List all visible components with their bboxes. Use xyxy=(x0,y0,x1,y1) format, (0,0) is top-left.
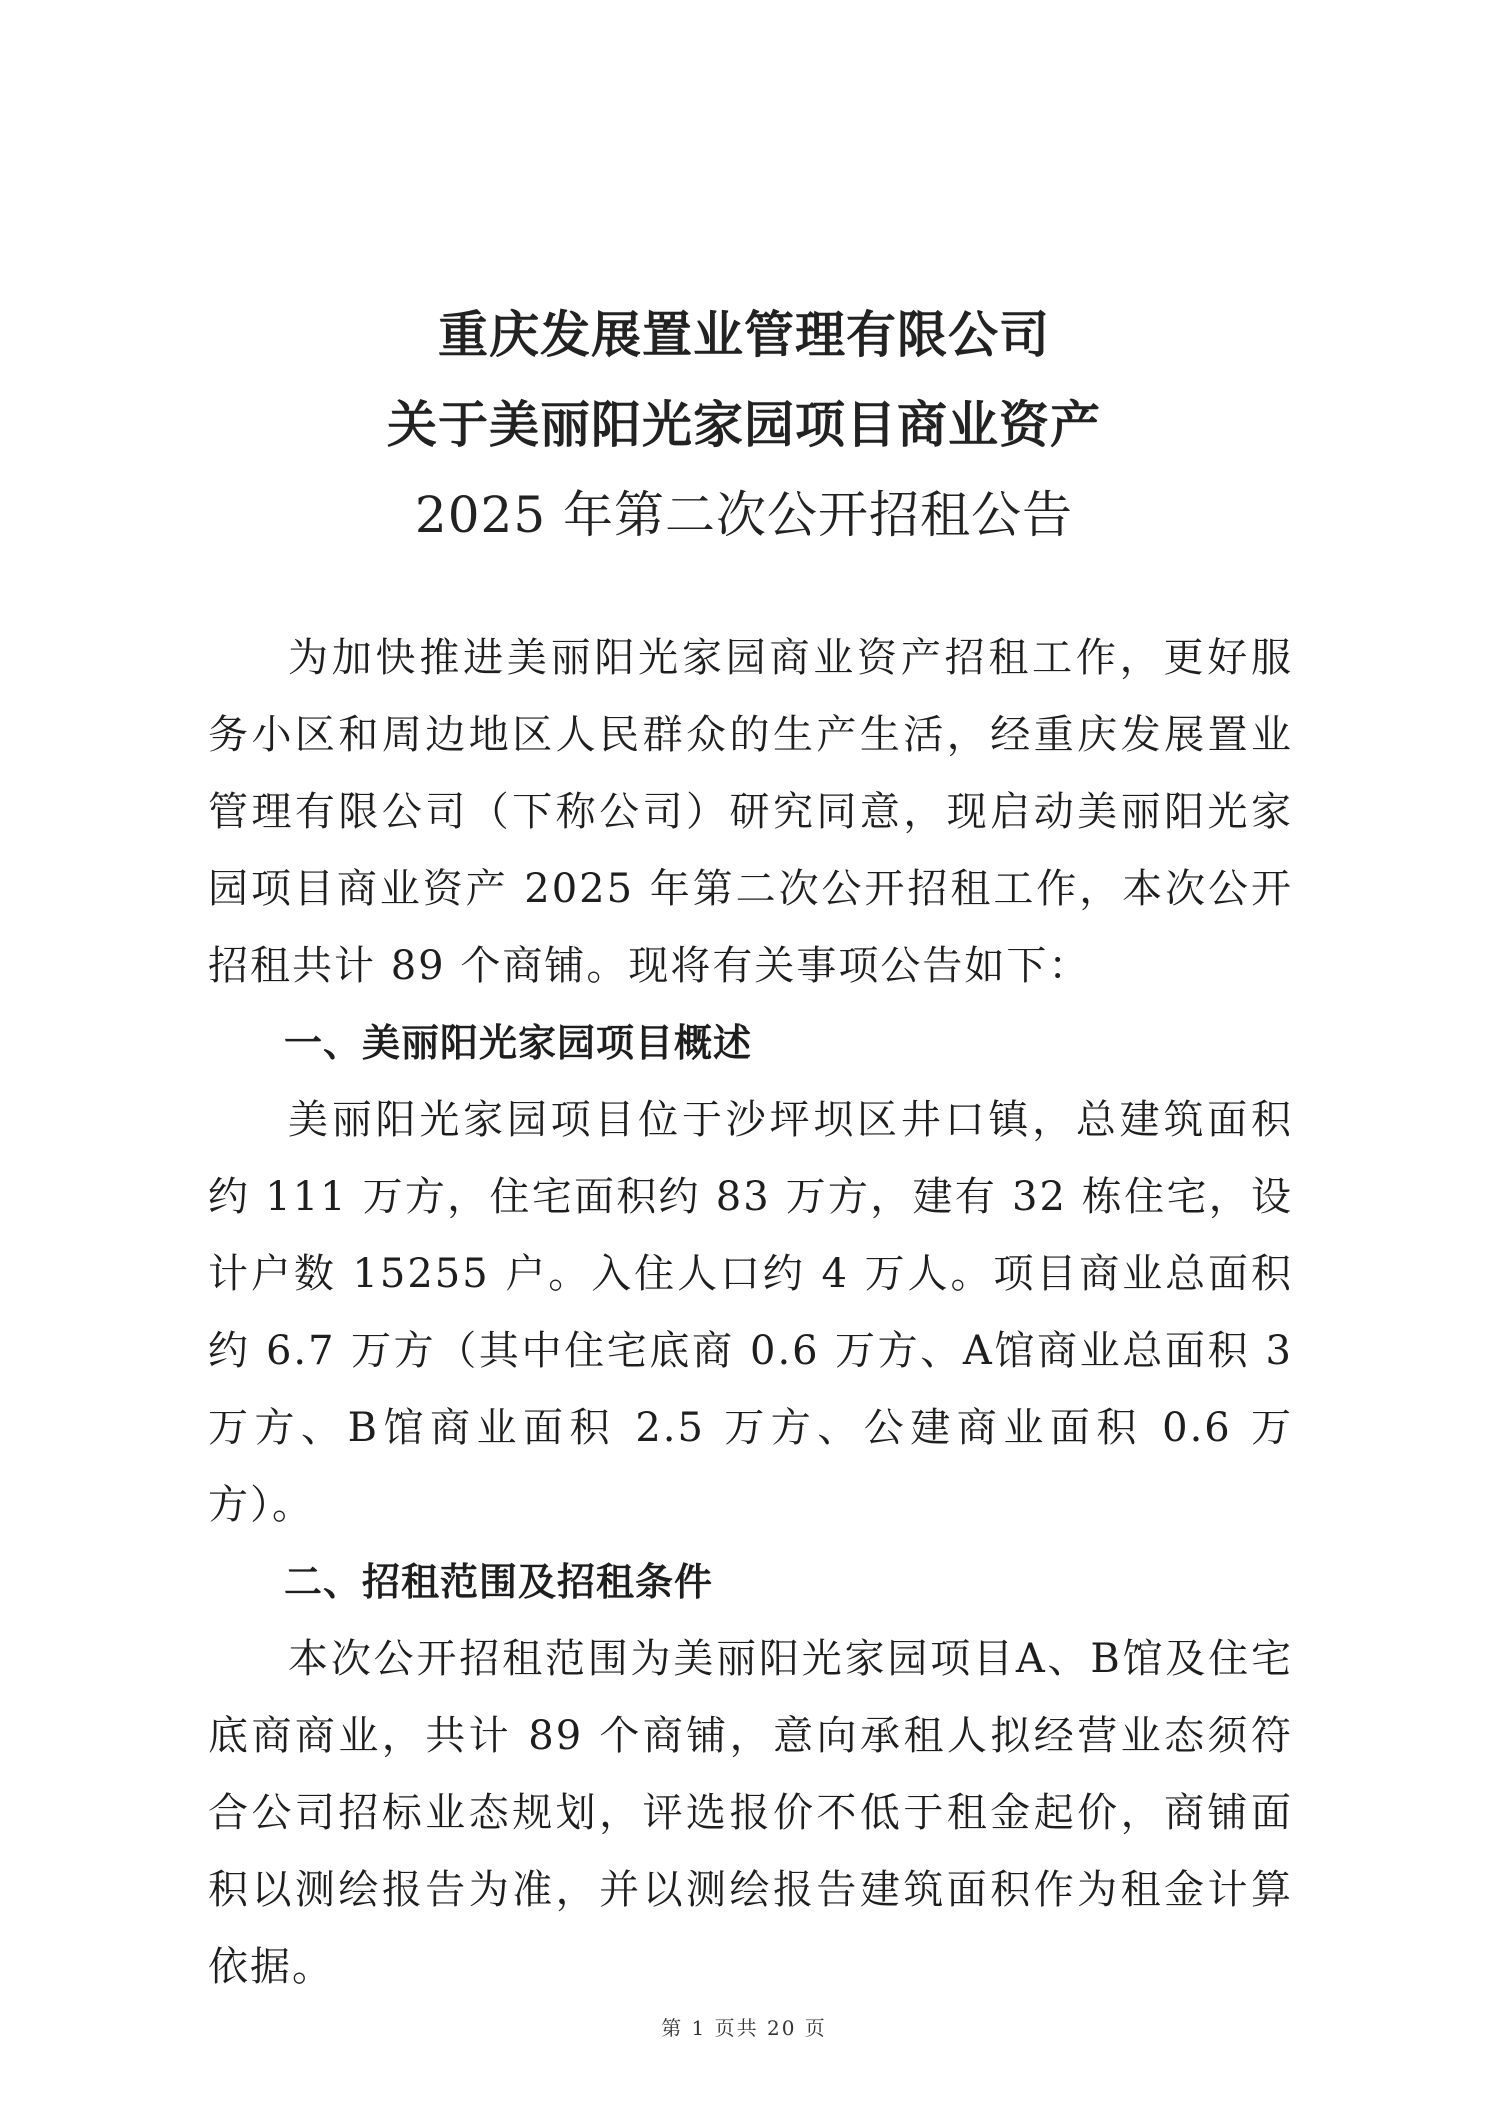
page-number: 第 1 页共 20 页 xyxy=(661,2016,827,2040)
title-line-notice: 2025 年第二次公开招租公告 xyxy=(414,486,1074,544)
document-title xyxy=(0,290,1488,560)
section-text-overview: 美丽阳光家园项目位于沙坪坝区井口镇，总建筑面积约 111 万方，住宅面积约 83 万方，建有 32 栋住宅，设计户数 15255 户。入住人口约 4 万人。项目商业总面积约 6.7 万方（其中住宅底商 0.6 万方、A馆商业总面积 3 万方、B馆商业面积 2.5 万方、公建商业面积 0.6 万方）。 xyxy=(208,1097,1293,1528)
title-line-company: 重庆发展置业管理有限公司 xyxy=(438,305,1050,364)
document-body xyxy=(208,620,1293,2006)
section-heading-scope: 二、招租范围及招租条件 xyxy=(284,1560,714,1604)
section-heading-overview: 一、美丽阳光家园项目概述 xyxy=(284,1021,753,1065)
title-line-subject: 关于美丽阳光家园项目商业资产 xyxy=(387,395,1101,454)
section-text-scope: 本次公开招租范围为美丽阳光家园项目A、B馆及住宅底商商业，共计 89 个商铺，意向承租人拟经营业态须符合公司招标业态规划，评选报价不低于租金起价，商铺面积以测绘报告为准，并以测绘报告建筑面积作为租金计算依据。 xyxy=(208,1636,1293,1990)
intro-paragraph: 为加快推进美丽阳光家园商业资产招租工作，更好服务小区和周边地区人民群众的生产生活，经重庆发展置业管理有限公司（下称公司）研究同意，现启动美丽阳光家园项目商业资产 2025 年第二次公开招租工作，本次公开招租共计 89 个商铺。现将有关事项公告如下： xyxy=(208,635,1293,989)
